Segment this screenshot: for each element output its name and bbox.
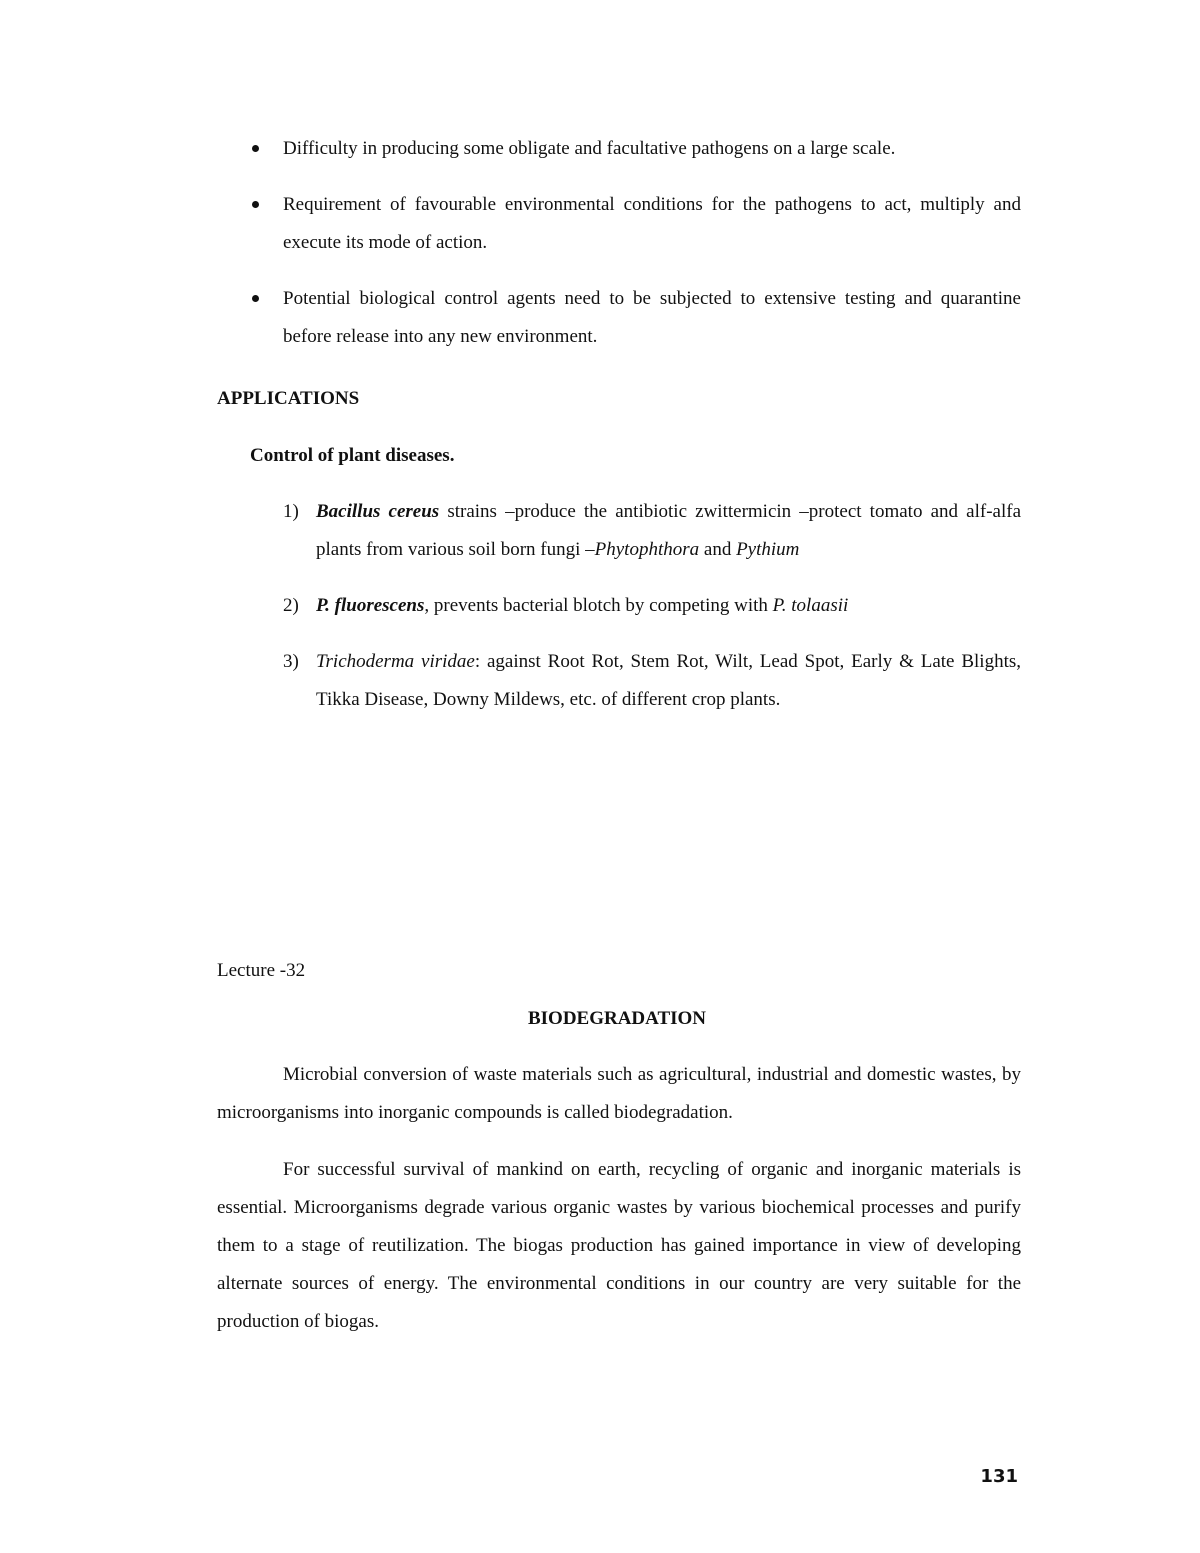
bullet-text: Difficulty in producing some obligate and facultative pathogens on a large scale. bbox=[283, 138, 896, 159]
application-item-3 bbox=[283, 643, 1021, 719]
bullet-icon bbox=[252, 201, 259, 208]
application-item-1 bbox=[283, 493, 1021, 569]
lecture-label: Lecture -32 bbox=[217, 960, 306, 981]
list-marker: 3) bbox=[283, 651, 299, 672]
item-text: strains –produce the antibiotic zwittermicin –protect tomato and alf-alfa plants from various soil born fungi – bbox=[316, 501, 1021, 560]
bullet-item bbox=[250, 130, 1021, 168]
item-text: : against Root Rot, Stem Rot, Wilt, Lead Spot, Early & Late Blights, Tikka Disease, Downy Mildews, etc. of different crop plants. bbox=[316, 651, 1021, 710]
organism-name: Bacillus cereus bbox=[316, 501, 440, 522]
item-text: and bbox=[699, 539, 737, 560]
organism-name: P. fluorescens bbox=[316, 595, 425, 616]
bullet-item bbox=[250, 280, 1021, 356]
section-title: BIODEGRADATION bbox=[527, 1008, 707, 1029]
organism-name: Trichoderma viridae bbox=[316, 651, 475, 672]
pathogen-name: Pythium bbox=[736, 539, 800, 560]
pathogen-name: P. tolaasii bbox=[772, 595, 849, 616]
application-item-2 bbox=[283, 587, 1021, 625]
list-marker: 2) bbox=[283, 595, 299, 616]
applications-numbered-list bbox=[283, 493, 1021, 737]
bullet-item bbox=[250, 186, 1021, 262]
page-number: 131 bbox=[980, 1466, 1018, 1487]
bullet-icon bbox=[252, 295, 259, 302]
item-text: , prevents bacterial blotch by competing with bbox=[424, 595, 773, 616]
bullet-icon bbox=[252, 145, 259, 152]
bullet-text: Requirement of favourable environmental conditions for the pathogens to act, multiply and execute its mode of action. bbox=[283, 194, 1021, 253]
paragraph: Microbial conversion of waste materials such as agricultural, industrial and domestic wastes, by microorganisms into inorganic compounds is called biodegradation. bbox=[217, 1064, 1021, 1123]
paragraph: For successful survival of mankind on earth, recycling of organic and inorganic materials is essential. Microorganisms degrade various organic wastes by various biochemical processes and purify them to a stage of reutilization. The biogas production has gained importance in view of developing alternate sources of energy. The environmental conditions in our country are very suitable for the production of biogas. bbox=[217, 1159, 1021, 1332]
applications-heading: APPLICATIONS bbox=[217, 388, 360, 409]
pathogen-name: Phytophthora bbox=[594, 539, 700, 560]
list-marker: 1) bbox=[283, 501, 299, 522]
limitations-bullet-list bbox=[250, 130, 1021, 374]
control-of-plant-diseases-subheading: Control of plant diseases. bbox=[250, 445, 455, 466]
bullet-text: Potential biological control agents need to be subjected to extensive testing and quarantine before release into any new environment. bbox=[283, 288, 1021, 347]
